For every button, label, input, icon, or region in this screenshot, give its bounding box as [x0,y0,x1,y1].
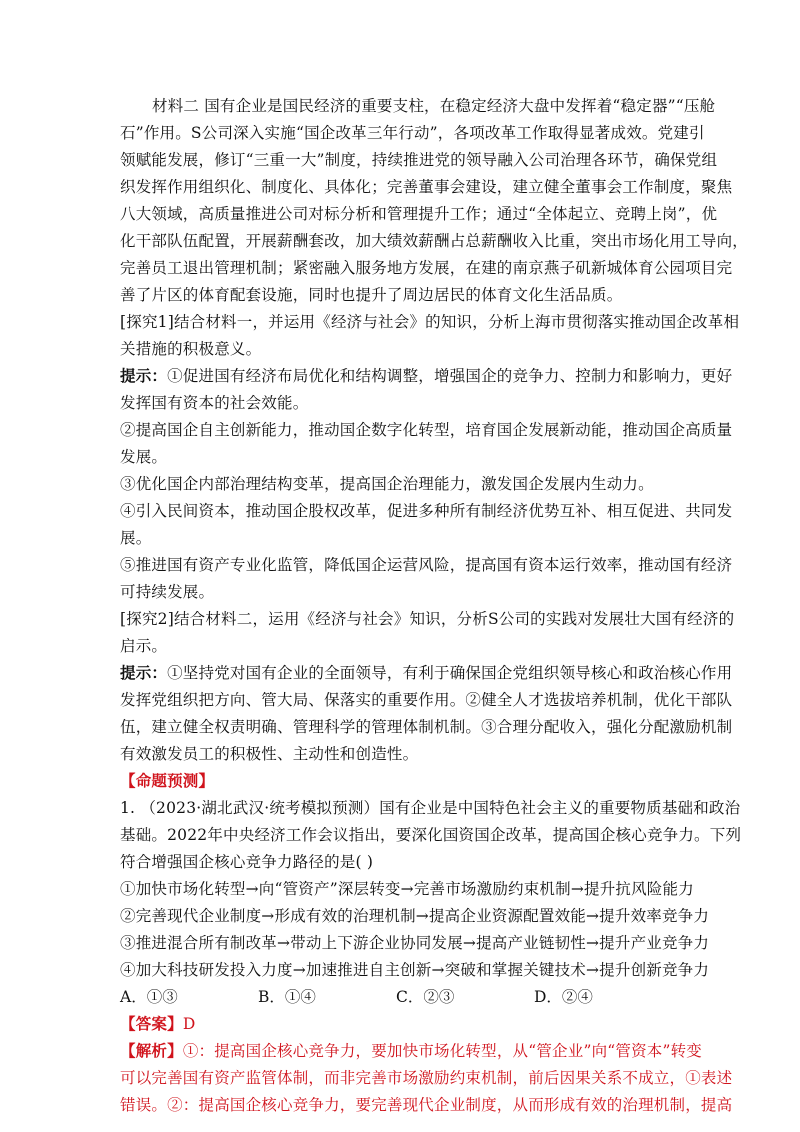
q1-answer [120,1014,195,1034]
q1-statement: ④加大科技研发投入力度→加速推进自主创新→突破和掌握关键技术→提升创新竞争力 [120,961,710,979]
explore1-hint-line: 可持续发展。 [120,583,215,601]
material2-line: 善了片区的体育配套设施，同时也提升了周边居民的体育文化生活品质。 [120,286,623,304]
explore1-question-line: [探究1]结合材料一，并运用《经济与社会》的知识，分析上海市贯彻落实推动国企改革相 [120,313,740,331]
hint-label: 提示： [120,366,168,385]
hint-label: 提示： [120,663,168,682]
explore2-question-line: [探究2]结合材料二，运用《经济与社会》知识，分析S公司的实践对发展壮大国有经济的 [120,610,735,628]
answer-label: 【答案】 [120,1014,183,1033]
explore1-hint-line: ③优化国企内部治理结构变革，提高国企治理能力，激发国企发展内生动力。 [120,475,654,493]
answer-value: D [182,1015,196,1033]
explore1-hint-line: ④引入民间资本，推动国企股权改革，促进多种所有制经济优势互补、相互促进、共同发 [120,502,733,520]
explore1-hint-line: 展。 [120,529,152,547]
q1-statement: ③推进混合所有制改革→带动上下游企业协同发展→提高产业链韧性→提升产业竞争力 [120,934,710,952]
q1-option-a: A．①③ [120,988,178,1006]
explore1-hint-line: 发挥国有资本的社会效能。 [120,394,309,412]
explore1-hint-line: 提示：①促进国有经济布局优化和结构调整，增强国企的竞争力、控制力和影响力，更好 [120,366,733,385]
explore2-hint-line: 有效激发员工的积极性、主动性和创造性。 [120,745,419,763]
explore1-hint-line: ⑤推进国有资产专业化监管，降低国企运营风险，提高国有资本运行效率，推动国有经济 [120,556,733,574]
q1-statement: ①加快市场化转型→向“管资产”深层转变→完善市场激励约束机制→提升抗风险能力 [120,880,694,898]
explore1-hint-line: 发展。 [120,448,168,466]
q1-analysis-line: 可以完善国有资产监管体制，而非完善市场激励约束机制，前后因果关系不成立，①表述 [120,1069,733,1087]
q1-stem-line: 符合增强国企核心竞争力路径的是( ) [120,853,374,871]
q1-stem-line: 基础。2022年中央经济工作会议指出，要深化国资国企改革，提高国企核心竞争力。下列 [120,826,742,844]
explore2-question-line: 启示。 [120,637,168,655]
analysis-label: 【解析】 [120,1041,183,1060]
q1-analysis-line: 【解析】①：提高国企核心竞争力，要加快市场化转型，从“管企业”向“管资本”转变 [120,1041,703,1060]
q1-statement: ②完善现代企业制度→形成有效的治理机制→提高企业资源配置效能→提升效率竞争力 [120,907,710,925]
q1-option-b: B．①④ [258,988,316,1006]
material2-line: 八大领域，高质量推进公司对标分析和管理提升工作；通过“全体起立、竞聘上岗”，优 [120,205,718,223]
explore2-hint-line: 伍，建立健全权责明确、管理科学的管理体制机制。③合理分配收入，强化分配激励机制 [120,718,733,736]
q1-option-c: C．②③ [396,988,455,1006]
q1-analysis-line: 错误。②：提高国企核心竞争力，要完善现代企业制度，从而形成有效的治理机制，提高 [120,1096,733,1114]
section-heading: 【命题预测】 [120,771,215,790]
explore2-hint-line: 发挥党组织把方向、管大局、保落实的重要作用。②健全人才选拔培养机制，优化干部队 [120,691,733,709]
material2-line: 材料二 国有企业是国民经济的重要支柱，在稳定经济大盘中发挥着“稳定器”“压舱 [152,97,716,115]
material2-line: 化干部队伍配置，开展薪酬套改，加大绩效薪酬占总薪酬收入比重，突出市场化用工导向， [120,232,749,250]
explore2-hint-line: 提示：①坚持党对国有企业的全面领导，有利于确保国企党组织领导核心和政治核心作用 [120,663,733,682]
explore1-hint-line: ②提高国企自主创新能力，推动国企数字化转型，培育国企发展新动能，推动国企高质量 [120,421,733,439]
material2-line: 织发挥作用组织化、制度化、具体化；完善董事会建设，建立健全董事会工作制度，聚焦 [120,178,733,196]
q1-stem-line: 1. （2023·湖北武汉·统考模拟预测）国有企业是中国特色社会主义的重要物质基础和政治 [120,799,741,817]
material2-line: 完善员工退出管理机制；紧密融入服务地方发展，在建的南京燕子矶新城体育公园项目完 [120,259,733,277]
material2-line: 领赋能发展，修订“三重一大”制度，持续推进党的领导融入公司治理各环节，确保党组 [120,151,718,169]
explore1-question-line: 关措施的积极意义。 [120,340,262,358]
q1-option-d: D．②④ [534,988,593,1006]
material2-line: 石”作用。S公司深入实施“国企改革三年行动”，各项改革工作取得显著成效。党建引 [120,124,705,142]
